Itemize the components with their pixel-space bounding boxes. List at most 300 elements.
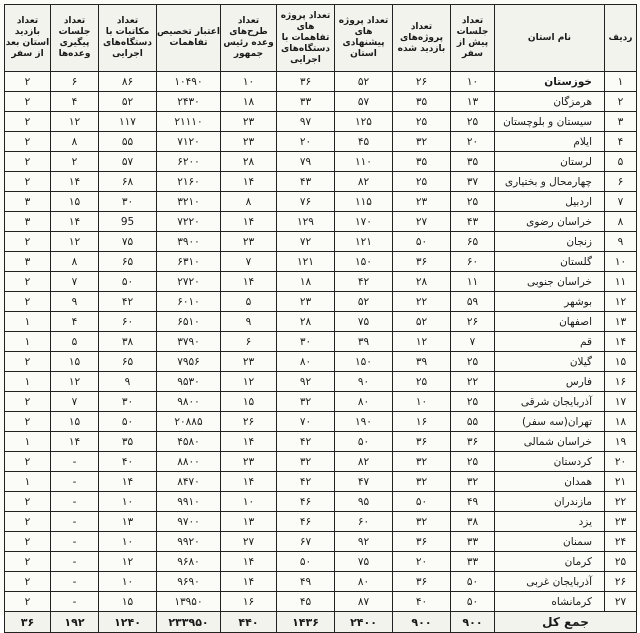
post-visits-cell: ۱ xyxy=(5,332,51,352)
table-row xyxy=(5,432,637,452)
correspondence-cell: ۴۲ xyxy=(99,292,157,312)
visited-projects-cell: ۲۰ xyxy=(393,552,451,572)
table-row xyxy=(5,92,637,112)
visited-projects-cell: ۲۵ xyxy=(393,372,451,392)
province-name-cell: مازندران xyxy=(495,492,605,512)
post-visits-cell: ۲ xyxy=(5,552,51,572)
post-visits-cell: ۲ xyxy=(5,452,51,472)
total-correspondence: ۱۲۴۰ xyxy=(99,612,157,633)
trips-before-cell: ۳۳ xyxy=(451,552,495,572)
president-promises-cell: ۲۳ xyxy=(221,352,277,372)
row-number-cell: ۱۳ xyxy=(605,312,637,332)
province-proposals-cell: ۴۲ xyxy=(335,272,393,292)
province-name-cell: آذربایجان شرقی xyxy=(495,392,605,412)
table-row xyxy=(5,252,637,272)
president-promises-cell: ۲۳ xyxy=(221,112,277,132)
followup-meetings-cell: - xyxy=(51,472,99,492)
province-proposals-cell: ۹۰ xyxy=(335,372,393,392)
correspondence-cell: ۳۰ xyxy=(99,192,157,212)
agreement-projects-cell: ۱۲۹ xyxy=(277,212,335,232)
row-number-cell: ۲۵ xyxy=(605,552,637,572)
credit-cell: ۸۴۷۰ xyxy=(157,472,221,492)
agreement-projects-cell: ۴۲ xyxy=(277,472,335,492)
correspondence-cell: ۷۵ xyxy=(99,232,157,252)
agreement-projects-cell: ۳۰ xyxy=(277,332,335,352)
correspondence-cell: ۵۰ xyxy=(99,412,157,432)
province-proposals-cell: ۴۵ xyxy=(335,132,393,152)
credit-cell: ۲۱۶۰ xyxy=(157,172,221,192)
post-visits-cell: ۲ xyxy=(5,132,51,152)
president-promises-cell: ۲۸ xyxy=(221,152,277,172)
trips-before-cell: ۲۶ xyxy=(451,312,495,332)
agreement-projects-cell: ۴۶ xyxy=(277,512,335,532)
trips-before-cell: ۱۰ xyxy=(451,72,495,92)
row-number-cell: ۴ xyxy=(605,132,637,152)
trips-before-cell: ۳۵ xyxy=(451,152,495,172)
followup-meetings-cell: - xyxy=(51,572,99,592)
credit-cell: ۹۹۱۰ xyxy=(157,492,221,512)
followup-meetings-cell: ۱۲ xyxy=(51,372,99,392)
province-proposals-cell: ۵۲ xyxy=(335,292,393,312)
followup-meetings-cell: ۴ xyxy=(51,312,99,332)
president-promises-cell: ۱۶ xyxy=(221,592,277,612)
table-row xyxy=(5,192,637,212)
province-name-cell: خوزستان xyxy=(495,72,605,92)
province-name-cell: بوشهر xyxy=(495,292,605,312)
province-name-cell: اردبیل xyxy=(495,192,605,212)
row-number-cell: ۹ xyxy=(605,232,637,252)
followup-meetings-cell: ۱۴ xyxy=(51,212,99,232)
table-row xyxy=(5,152,637,172)
header-agreement-projects: تعداد پروژه های تفاهمات با دستگاه‌های اجرایی xyxy=(277,5,335,72)
province-proposals-cell: ۸۷ xyxy=(335,592,393,612)
total-trips-before: ۹۰۰ xyxy=(451,612,495,633)
table-row xyxy=(5,492,637,512)
province-proposals-cell: ۵۲ xyxy=(335,72,393,92)
total-province-proposals: ۲۴۰۰ xyxy=(335,612,393,633)
followup-meetings-cell: ۲ xyxy=(51,152,99,172)
correspondence-cell: ۱۰ xyxy=(99,492,157,512)
visited-projects-cell: ۲۲ xyxy=(393,292,451,312)
correspondence-cell: ۵۰ xyxy=(99,272,157,292)
correspondence-cell: ۱۱۷ xyxy=(99,112,157,132)
agreement-projects-cell: ۴۳ xyxy=(277,172,335,192)
credit-cell: ۲۷۲۰ xyxy=(157,272,221,292)
trips-before-cell: ۱۱ xyxy=(451,272,495,292)
followup-meetings-cell: ۴ xyxy=(51,92,99,112)
post-visits-cell: ۲ xyxy=(5,272,51,292)
post-visits-cell: ۲ xyxy=(5,392,51,412)
visited-projects-cell: ۳۵ xyxy=(393,92,451,112)
trips-before-cell: ۶۰ xyxy=(451,252,495,272)
table-row xyxy=(5,552,637,572)
correspondence-cell: ۳۸ xyxy=(99,332,157,352)
credit-cell: ۷۲۲۰ xyxy=(157,212,221,232)
correspondence-cell: ۶۸ xyxy=(99,172,157,192)
row-number-cell: ۸ xyxy=(605,212,637,232)
visited-projects-cell: ۱۰ xyxy=(393,392,451,412)
visited-projects-cell: ۱۲ xyxy=(393,332,451,352)
followup-meetings-cell: - xyxy=(51,512,99,532)
row-number-cell: ۱۵ xyxy=(605,352,637,372)
visited-projects-cell: ۳۲ xyxy=(393,132,451,152)
visited-projects-cell: ۴۰ xyxy=(393,592,451,612)
correspondence-cell: ۶۵ xyxy=(99,252,157,272)
header-row-number: ردیف xyxy=(605,5,637,72)
province-name-cell: کردستان xyxy=(495,452,605,472)
followup-meetings-cell: ۱۲ xyxy=(51,232,99,252)
visited-projects-cell: ۲۶ xyxy=(393,72,451,92)
visited-projects-cell: ۳۶ xyxy=(393,572,451,592)
province-proposals-cell: ۶۰ xyxy=(335,512,393,532)
post-visits-cell: ۳ xyxy=(5,192,51,212)
correspondence-cell: ۵۲ xyxy=(99,92,157,112)
credit-cell: ۷۱۲۰ xyxy=(157,132,221,152)
table-row xyxy=(5,352,637,372)
row-number-cell: ۱۱ xyxy=(605,272,637,292)
post-visits-cell: ۳ xyxy=(5,252,51,272)
row-number-cell: ۶ xyxy=(605,172,637,192)
header-province-name: نام استان xyxy=(495,5,605,72)
header-correspondence: تعداد مکاتبات با دستگاه‌های اجرایی xyxy=(99,5,157,72)
province-name-cell: گلستان xyxy=(495,252,605,272)
total-post-visits: ۳۶ xyxy=(5,612,51,633)
total-credit: ۲۳۳۹۵۰ xyxy=(157,612,221,633)
province-name-cell: سیستان و بلوچستان xyxy=(495,112,605,132)
row-number-cell: ۷ xyxy=(605,192,637,212)
credit-cell: ۶۰۱۰ xyxy=(157,292,221,312)
agreement-projects-cell: ۵۰ xyxy=(277,552,335,572)
president-promises-cell: ۷ xyxy=(221,252,277,272)
province-name-cell: لرستان xyxy=(495,152,605,172)
correspondence-cell: 95 xyxy=(99,212,157,232)
president-promises-cell: ۱۴ xyxy=(221,432,277,452)
correspondence-cell: ۱۴ xyxy=(99,472,157,492)
correspondence-cell: ۵۷ xyxy=(99,152,157,172)
row-number-cell: ۲۶ xyxy=(605,572,637,592)
agreement-projects-cell: ۳۳ xyxy=(277,92,335,112)
table-row xyxy=(5,472,637,492)
row-number-cell: ۲۴ xyxy=(605,532,637,552)
president-promises-cell: ۱۲ xyxy=(221,372,277,392)
agreement-projects-cell: ۶۷ xyxy=(277,532,335,552)
credit-cell: ۸۸۰۰ xyxy=(157,452,221,472)
trips-before-cell: ۳۸ xyxy=(451,512,495,532)
visited-projects-cell: ۱۶ xyxy=(393,412,451,432)
totals-label: جمع کل xyxy=(495,612,637,633)
trips-before-cell: ۲۵ xyxy=(451,392,495,412)
correspondence-cell: ۴۰ xyxy=(99,452,157,472)
agreement-projects-cell: ۳۲ xyxy=(277,452,335,472)
correspondence-cell: ۶۰ xyxy=(99,312,157,332)
post-visits-cell: ۲ xyxy=(5,292,51,312)
credit-cell: ۹۸۰۰ xyxy=(157,392,221,412)
province-name-cell: همدان xyxy=(495,472,605,492)
correspondence-cell: ۳۰ xyxy=(99,392,157,412)
credit-cell: ۲۰۸۸۵ xyxy=(157,412,221,432)
agreement-projects-cell: ۳۶ xyxy=(277,72,335,92)
total-visited-projects: ۹۰۰ xyxy=(393,612,451,633)
row-number-cell: ۱۴ xyxy=(605,332,637,352)
correspondence-cell: ۱۰ xyxy=(99,532,157,552)
province-proposals-cell: ۱۹۰ xyxy=(335,412,393,432)
post-visits-cell: ۲ xyxy=(5,572,51,592)
credit-cell: ۶۳۱۰ xyxy=(157,252,221,272)
province-proposals-cell: ۴۷ xyxy=(335,472,393,492)
table-row xyxy=(5,272,637,292)
row-number-cell: ۱۰ xyxy=(605,252,637,272)
followup-meetings-cell: - xyxy=(51,592,99,612)
post-visits-cell: ۱ xyxy=(5,472,51,492)
table-row xyxy=(5,312,637,332)
trips-before-cell: ۲۵ xyxy=(451,112,495,132)
trips-before-cell: ۲۵ xyxy=(451,452,495,472)
credit-cell: ۶۲۰۰ xyxy=(157,152,221,172)
table-row xyxy=(5,512,637,532)
post-visits-cell: ۲ xyxy=(5,592,51,612)
followup-meetings-cell: - xyxy=(51,452,99,472)
trips-before-cell: ۵۵ xyxy=(451,412,495,432)
credit-cell: ۲۴۳۰ xyxy=(157,92,221,112)
province-name-cell: خراسان رضوی xyxy=(495,212,605,232)
credit-cell: ۹۵۳۰ xyxy=(157,372,221,392)
row-number-cell: ۲۲ xyxy=(605,492,637,512)
president-promises-cell: ۱۴ xyxy=(221,552,277,572)
credit-cell: ۴۵۸۰ xyxy=(157,432,221,452)
province-name-cell: گیلان xyxy=(495,352,605,372)
trips-before-cell: ۷ xyxy=(451,332,495,352)
followup-meetings-cell: ۹ xyxy=(51,292,99,312)
table-row xyxy=(5,532,637,552)
visited-projects-cell: ۵۲ xyxy=(393,312,451,332)
post-visits-cell: ۱ xyxy=(5,432,51,452)
followup-meetings-cell: ۸ xyxy=(51,252,99,272)
province-name-cell: کرمانشاه xyxy=(495,592,605,612)
province-name-cell: اصفهان xyxy=(495,312,605,332)
province-name-cell: تهران(سه سفر) xyxy=(495,412,605,432)
president-promises-cell: ۸ xyxy=(221,192,277,212)
post-visits-cell: ۲ xyxy=(5,412,51,432)
row-number-cell: ۱۲ xyxy=(605,292,637,312)
table-row xyxy=(5,292,637,312)
post-visits-cell: ۱ xyxy=(5,372,51,392)
followup-meetings-cell: ۱۴ xyxy=(51,172,99,192)
province-proposals-cell: ۱۱۵ xyxy=(335,192,393,212)
correspondence-cell: ۸۶ xyxy=(99,72,157,92)
credit-cell: ۹۹۲۰ xyxy=(157,532,221,552)
post-visits-cell: ۲ xyxy=(5,352,51,372)
correspondence-cell: ۱۰ xyxy=(99,572,157,592)
agreement-projects-cell: ۴۹ xyxy=(277,572,335,592)
visited-projects-cell: ۲۳ xyxy=(393,192,451,212)
row-number-cell: ۲۳ xyxy=(605,512,637,532)
table-header xyxy=(5,5,637,72)
province-proposals-cell: ۱۵۰ xyxy=(335,352,393,372)
province-proposals-cell: ۵۷ xyxy=(335,92,393,112)
trips-before-cell: ۵۰ xyxy=(451,572,495,592)
province-name-cell: چهارمحال و بختیاری xyxy=(495,172,605,192)
province-name-cell: فارس xyxy=(495,372,605,392)
president-promises-cell: ۲۳ xyxy=(221,452,277,472)
row-number-cell: ۱۷ xyxy=(605,392,637,412)
row-number-cell: ۵ xyxy=(605,152,637,172)
visited-projects-cell: ۳۹ xyxy=(393,352,451,372)
agreement-projects-cell: ۹۲ xyxy=(277,372,335,392)
president-promises-cell: ۱۴ xyxy=(221,572,277,592)
trips-before-cell: ۳۷ xyxy=(451,172,495,192)
post-visits-cell: ۲ xyxy=(5,512,51,532)
row-number-cell: ۲۷ xyxy=(605,592,637,612)
correspondence-cell: ۱۵ xyxy=(99,592,157,612)
visited-projects-cell: ۵۰ xyxy=(393,232,451,252)
visited-projects-cell: ۲۵ xyxy=(393,172,451,192)
row-number-cell: ۳ xyxy=(605,112,637,132)
post-visits-cell: ۲ xyxy=(5,532,51,552)
correspondence-cell: ۱۳ xyxy=(99,512,157,532)
president-promises-cell: ۱۰ xyxy=(221,72,277,92)
row-number-cell: ۲۰ xyxy=(605,452,637,472)
visited-projects-cell: ۳۲ xyxy=(393,472,451,492)
visited-projects-cell: ۵۰ xyxy=(393,492,451,512)
trips-before-cell: ۵۰ xyxy=(451,592,495,612)
credit-cell: ۲۱۱۱۰ xyxy=(157,112,221,132)
header-visited-projects: تعداد پروژه‌های بازدید شده xyxy=(393,5,451,72)
president-promises-cell: ۲۷ xyxy=(221,532,277,552)
province-proposals-cell: ۱۲۵ xyxy=(335,112,393,132)
row-number-cell: ۱۸ xyxy=(605,412,637,432)
province-name-cell: خراسان جنوبی xyxy=(495,272,605,292)
followup-meetings-cell: - xyxy=(51,552,99,572)
credit-cell: ۳۲۱۰ xyxy=(157,192,221,212)
province-name-cell: زنجان xyxy=(495,232,605,252)
credit-cell: ۷۹۵۶ xyxy=(157,352,221,372)
province-proposals-cell: ۵۰ xyxy=(335,432,393,452)
agreement-projects-cell: ۲۳ xyxy=(277,292,335,312)
province-name-cell: ایلام xyxy=(495,132,605,152)
post-visits-cell: ۲ xyxy=(5,112,51,132)
post-visits-cell: ۲ xyxy=(5,492,51,512)
correspondence-cell: ۳۵ xyxy=(99,432,157,452)
header-followup-meetings: تعداد جلسات پیگیری وعده‌ها xyxy=(51,5,99,72)
followup-meetings-cell: ۱۴ xyxy=(51,432,99,452)
followup-meetings-cell: ۷ xyxy=(51,272,99,292)
trips-before-cell: ۲۵ xyxy=(451,352,495,372)
province-name-cell: آذربایجان غربی xyxy=(495,572,605,592)
province-proposals-cell: ۷۵ xyxy=(335,312,393,332)
trips-before-cell: ۴۹ xyxy=(451,492,495,512)
province-proposals-cell: ۸۲ xyxy=(335,452,393,472)
header-credit: اعتبار تخصیص تفاهمات xyxy=(157,5,221,72)
visited-projects-cell: ۳۵ xyxy=(393,152,451,172)
agreement-projects-cell: ۱۲۱ xyxy=(277,252,335,272)
credit-cell: ۳۹۰۰ xyxy=(157,232,221,252)
province-name-cell: خراسان شمالی xyxy=(495,432,605,452)
president-promises-cell: ۱۴ xyxy=(221,272,277,292)
header-row xyxy=(5,5,637,72)
province-name-cell: هرمزگان xyxy=(495,92,605,112)
correspondence-cell: ۵۵ xyxy=(99,132,157,152)
total-agreement-projects: ۱۴۳۶ xyxy=(277,612,335,633)
province-proposals-cell: ۸۰ xyxy=(335,572,393,592)
province-name-cell: یزد xyxy=(495,512,605,532)
credit-cell: ۹۷۰۰ xyxy=(157,512,221,532)
visited-projects-cell: ۳۶ xyxy=(393,432,451,452)
visited-projects-cell: ۲۸ xyxy=(393,272,451,292)
agreement-projects-cell: ۳۲ xyxy=(277,392,335,412)
followup-meetings-cell: ۷ xyxy=(51,392,99,412)
post-visits-cell: ۲ xyxy=(5,72,51,92)
trips-before-cell: ۲۰ xyxy=(451,132,495,152)
credit-cell: ۹۶۸۰ xyxy=(157,552,221,572)
visited-projects-cell: ۳۲ xyxy=(393,452,451,472)
president-promises-cell: ۹ xyxy=(221,312,277,332)
trips-before-cell: ۳۶ xyxy=(451,432,495,452)
provincial-trips-table xyxy=(4,4,637,633)
trips-before-cell: ۱۳ xyxy=(451,92,495,112)
followup-meetings-cell: - xyxy=(51,492,99,512)
row-number-cell: ۱۹ xyxy=(605,432,637,452)
province-proposals-cell: ۹۲ xyxy=(335,532,393,552)
correspondence-cell: ۱۲ xyxy=(99,552,157,572)
agreement-projects-cell: ۷۶ xyxy=(277,192,335,212)
visited-projects-cell: ۳۶ xyxy=(393,252,451,272)
table-row xyxy=(5,232,637,252)
table-row xyxy=(5,452,637,472)
credit-cell: ۱۳۹۵۰ xyxy=(157,592,221,612)
president-promises-cell: ۵ xyxy=(221,292,277,312)
province-proposals-cell: ۷۵ xyxy=(335,552,393,572)
credit-cell: ۳۷۹۰ xyxy=(157,332,221,352)
province-proposals-cell: ۱۲۱ xyxy=(335,232,393,252)
president-promises-cell: ۱۳ xyxy=(221,512,277,532)
table-row xyxy=(5,212,637,232)
province-proposals-cell: ۱۵۰ xyxy=(335,252,393,272)
trips-before-cell: ۲۵ xyxy=(451,192,495,212)
table-row xyxy=(5,132,637,152)
table-row xyxy=(5,592,637,612)
agreement-projects-cell: ۴۵ xyxy=(277,592,335,612)
table-row xyxy=(5,172,637,192)
agreement-projects-cell: ۲۸ xyxy=(277,312,335,332)
agreement-projects-cell: ۷۲ xyxy=(277,232,335,252)
president-promises-cell: ۱۴ xyxy=(221,172,277,192)
table-row xyxy=(5,72,637,92)
table-row xyxy=(5,112,637,132)
province-proposals-cell: ۹۵ xyxy=(335,492,393,512)
table-row xyxy=(5,412,637,432)
followup-meetings-cell: ۸ xyxy=(51,132,99,152)
trips-before-cell: ۳۲ xyxy=(451,472,495,492)
followup-meetings-cell: ۱۲ xyxy=(51,112,99,132)
followup-meetings-cell: ۶ xyxy=(51,72,99,92)
president-promises-cell: ۱۴ xyxy=(221,212,277,232)
agreement-projects-cell: ۷۹ xyxy=(277,152,335,172)
header-trips-before: تعداد جلسات پیش از سفر xyxy=(451,5,495,72)
header-province-proposals: تعداد پروژه های پیشنهادی استان xyxy=(335,5,393,72)
visited-projects-cell: ۲۷ xyxy=(393,212,451,232)
president-promises-cell: ۶ xyxy=(221,332,277,352)
trips-before-cell: ۶۵ xyxy=(451,232,495,252)
agreement-projects-cell: ۷۰ xyxy=(277,412,335,432)
table-row xyxy=(5,372,637,392)
total-followup-meetings: ۱۹۲ xyxy=(51,612,99,633)
table-row xyxy=(5,392,637,412)
agreement-projects-cell: ۹۷ xyxy=(277,112,335,132)
president-promises-cell: ۲۳ xyxy=(221,232,277,252)
visited-projects-cell: ۳۲ xyxy=(393,512,451,532)
credit-cell: ۶۵۱۰ xyxy=(157,312,221,332)
table-row xyxy=(5,332,637,352)
